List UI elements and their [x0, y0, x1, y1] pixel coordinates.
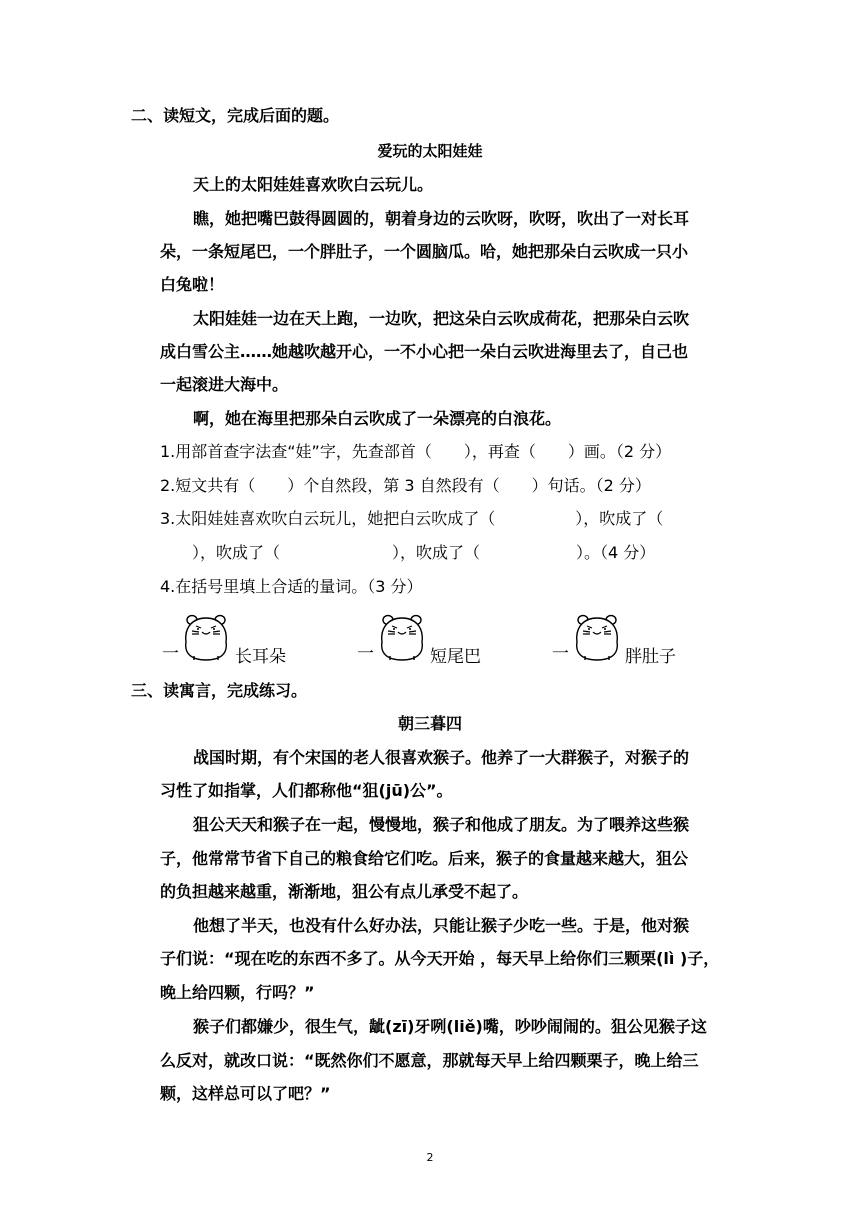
section-3-heading: 三、读寓言，完成练习。	[131, 681, 308, 700]
passage-2-line: 猴子们都嫌少，很生气，龇(zī)牙咧(liě)嘴，吵吵闹闹的。狙公见猴子这	[193, 1017, 707, 1036]
hamster-answer-bubble-icon[interactable]	[571, 612, 623, 662]
question-3-continued: ），吹成了（ ），吹成了（ ）。（4 分）	[160, 543, 656, 562]
passage-1-line: 天上的太阳娃娃喜欢吹白云玩儿。	[193, 175, 434, 194]
question-1: 1.用部首查字法查“娃”字，先查部首（ ），再查（ ）画。（2 分）	[160, 442, 672, 461]
question-2: 2.短文共有（ ）个自然段，第 3 自然段有（ ）句话。（2 分）	[160, 476, 651, 495]
passage-2-line: 狙公天天和猴子在一起，慢慢地，猴子和他成了朋友。为了喂养这些猴	[193, 815, 690, 834]
passage-1-line: 瞧，她把嘴巴鼓得圆圆的，朝着身边的云吹呀，吹呀，吹出了一对长耳	[193, 209, 690, 228]
passage-1-line: 啊，她在海里把那朵白云吹成了一朵漂亮的白浪花。	[193, 409, 562, 428]
passage-1-line: 太阳娃娃一边在天上跑，一边吹，把这朵白云吹成荷花，把那朵白云吹	[193, 309, 690, 328]
question-3: 3.太阳娃娃喜欢吹白云玩儿，她把白云吹成了（ ），吹成了（	[160, 509, 664, 528]
passage-1-line: 一起滚进大海中。	[160, 375, 289, 394]
passage-2-line: 么反对，就改口说：“既然你们不愿意，那就每天早上给四颗栗子，晚上给三	[160, 1051, 699, 1070]
page-number: 2	[426, 1151, 434, 1164]
hamster-answer-bubble-icon[interactable]	[376, 612, 428, 662]
passage-2-line: 的负担越来越重，渐渐地，狙公有点儿承受不起了。	[160, 882, 529, 901]
passage-2-line: 他想了半天，也没有什么好办法，只能让猴子少吃一些。于是，他对猴	[193, 916, 690, 935]
passage-2-line: 晚上给四颗，行吗？”	[160, 983, 315, 1002]
passage-2-title: 朝三暮四	[397, 714, 462, 733]
measure-noun: 长耳朵	[235, 647, 286, 667]
measure-noun: 胖肚子	[625, 647, 676, 667]
measure-prefix: 一	[552, 644, 569, 664]
passage-2-line: 子，他常常节省下自己的粮食给它们吃。后来，猴子的食量越来越大，狙公	[160, 849, 689, 868]
passage-1-line: 朵，一条短尾巴，一个胖肚子，一个圆脑瓜。哈，她把那朵白云吹成一只小	[160, 242, 689, 261]
passage-1-title: 爱玩的太阳娃娃	[377, 142, 483, 160]
measure-noun: 短尾巴	[430, 647, 481, 667]
passage-2-line: 颗，这样总可以了吧？”	[160, 1084, 331, 1103]
measure-prefix: 一	[357, 644, 374, 664]
passage-2-line: 战国时期，有个宋国的老人很喜欢猴子。他养了一大群猴子，对猴子的	[193, 748, 690, 767]
hamster-answer-bubble-icon[interactable]	[180, 612, 232, 662]
measure-prefix: 一	[162, 644, 179, 664]
passage-1-line: 白兔啦！	[160, 275, 225, 294]
question-4: 4.在括号里填上合适的量词。（3 分）	[160, 577, 423, 596]
passage-1-line: 成白雪公主……她越吹越开心，一不小心把一朵白云吹进海里去了，自己也	[160, 342, 689, 361]
passage-2-line: 子们说：“现在吃的东西不多了。从今天开始 ，每天早上给你们三颗栗(lì )子，	[160, 949, 720, 968]
section-2-heading: 二、读短文，完成后面的题。	[131, 106, 340, 125]
passage-2-line: 习性了如指掌，人们都称他“狙(jū)公”。	[160, 781, 453, 800]
